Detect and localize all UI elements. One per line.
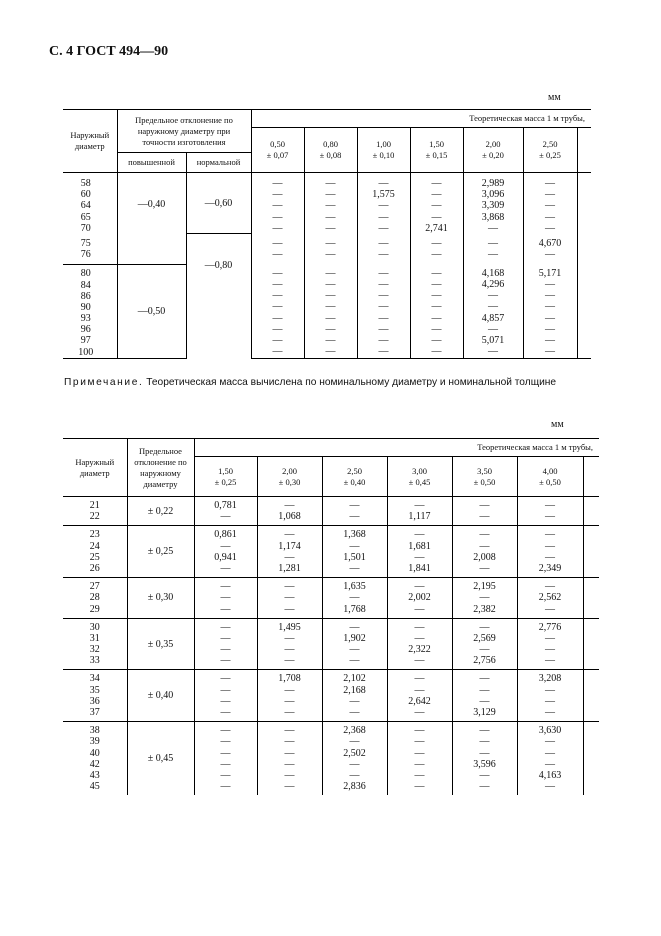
header2-mass: Теоретическая масса 1 м трубы, bbox=[194, 439, 599, 457]
thickness-header: 2,50 ± 0,40 bbox=[322, 457, 387, 497]
mass-cell: — — — 2,349 bbox=[517, 526, 583, 578]
mass-cell: — — 2,642 — bbox=[387, 670, 452, 722]
mass-cell: — 1,902 — — bbox=[322, 618, 387, 670]
table1: Наружный диаметр Предельное отклонение по наружному диаметру при точности изготовления Теоретическая масса 1 м трубы, 0,50 ± 0,07 0,80 ± 0,08 1,00 ± 0,10 1,50 ± 0,15 2,00 ± 0,20 2,50 ± 0,25 повышенной нормальной 58 60 64 65 70 —0,40 —0,60 — — — — — — — — — — — 1,575 — — — — — — — 2,741 2,989 3,096 3,309 3,868 — — — — — — 75 76 —0,80 — — — — — — — — — — 4,670 — 80 84 86 90 93 96 97 100 —0,50 — — — — — — — — — — — — — — — — — — — — — — — — — — — — — — — — 4,168 4,296 — — 4,857 — 5,071 — 5,171 — — — — — — — bbox=[63, 109, 591, 359]
mass-cell: 1,708 — — — bbox=[257, 670, 322, 722]
thickness-header: 1,50 ± 0,25 bbox=[194, 457, 257, 497]
diameter-cell: 38 39 40 42 43 45 bbox=[89, 725, 100, 793]
deviation-cell: ± 0,45 bbox=[127, 722, 194, 796]
mass-cell: — 1,068 bbox=[257, 497, 322, 526]
deviation-cell: ± 0,35 bbox=[127, 618, 194, 670]
page-header: С. 4 ГОСТ 494—90 bbox=[49, 44, 169, 59]
deviation-normal-2: —0,80 bbox=[186, 234, 251, 358]
table1-unit: мм bbox=[548, 92, 561, 103]
header-normal: нормальной bbox=[186, 153, 251, 173]
mass-cell: 1,635 — 1,768 bbox=[322, 578, 387, 619]
mass-cell: — — — 3,596 — — bbox=[452, 722, 517, 796]
mass-cell: — — — — — — bbox=[194, 722, 257, 796]
thickness-header: 0,50 ± 0,07 bbox=[251, 128, 304, 173]
mass-cell: — 1,174 — 1,281 bbox=[257, 526, 322, 578]
thickness-header: 2,00 ± 0,20 bbox=[463, 128, 523, 173]
mass-cell: — — 2,008 — bbox=[452, 526, 517, 578]
thickness-header: 1,00 ± 0,10 bbox=[357, 128, 410, 173]
deviation-cell: ± 0,40 bbox=[127, 670, 194, 722]
table2-group bbox=[63, 722, 599, 796]
table2-group bbox=[63, 526, 599, 578]
table2-group bbox=[63, 497, 599, 526]
header2-deviation: Предельное отклонение по наружному диаметру bbox=[127, 439, 194, 497]
table2-group bbox=[63, 618, 599, 670]
deviation-cell: ± 0,22 bbox=[127, 497, 194, 526]
diameter-cell: 34 35 36 37 bbox=[63, 670, 127, 722]
mass-cell: — — — — bbox=[194, 670, 257, 722]
mass-cell: — — — 3,129 bbox=[452, 670, 517, 722]
diameter-cell: 27 28 29 bbox=[63, 578, 127, 619]
mass-cell: — 2,569 — 2,756 bbox=[452, 618, 517, 670]
mass-cell: 0,861 — 0,941 — bbox=[194, 526, 257, 578]
mass-cell: — — — bbox=[194, 578, 257, 619]
deviation-increased-1: —0,40 bbox=[117, 173, 186, 265]
thickness-header: 0,80 ± 0,08 bbox=[304, 128, 357, 173]
thickness-header: 1,50 ± 0,15 bbox=[410, 128, 463, 173]
header-outer-diameter: Наружный диаметр bbox=[63, 110, 117, 173]
mass-cell: — — bbox=[452, 497, 517, 526]
header-mass: Теоретическая масса 1 м трубы, bbox=[251, 110, 591, 128]
mass-cell: — — — bbox=[257, 578, 322, 619]
table2-group bbox=[63, 578, 599, 619]
deviation-cell: ± 0,30 bbox=[127, 578, 194, 619]
mass-cell: 2,776 — — — bbox=[517, 618, 583, 670]
mass-cell: — 1,117 bbox=[387, 497, 452, 526]
thickness-header: 3,50 ± 0,50 bbox=[452, 457, 517, 497]
deviation-cell: ± 0,25 bbox=[127, 526, 194, 578]
diameter-cell: 75 76 bbox=[63, 234, 117, 265]
thickness-header: 2,50 ± 0,25 bbox=[523, 128, 577, 173]
mass-cell: 2,102 2,168 — — bbox=[322, 670, 387, 722]
diameter-cell: 21 22 bbox=[63, 497, 127, 526]
deviation-normal-1: —0,60 bbox=[186, 173, 251, 234]
header-deviation: Предельное отклонение по наружному диаметру при точности изготовления bbox=[117, 110, 251, 153]
mass-cell: 1,368 — 1,501 — bbox=[322, 526, 387, 578]
table1-note: Примечание. Теоретическая масса вычислена по номинальному диаметру и номинальной толщине bbox=[64, 377, 557, 388]
table2 bbox=[63, 438, 599, 795]
mass-cell: — 1,681 — 1,841 bbox=[387, 526, 452, 578]
mass-cell: 0,781 — bbox=[194, 497, 257, 526]
diameter-cell: 23 24 25 26 bbox=[63, 526, 127, 578]
mass-cell: — — — — — — bbox=[257, 722, 322, 796]
thickness-header: 3,00 ± 0,45 bbox=[387, 457, 452, 497]
mass-cell: — — bbox=[517, 497, 583, 526]
table2-group bbox=[63, 670, 599, 722]
mass-cell: 3,208 — — — bbox=[517, 670, 583, 722]
header-increased: повышенной bbox=[117, 153, 186, 173]
mass-cell: 2,368 — 2,502 — — 2,836 bbox=[322, 722, 387, 796]
diameter-cell: 58 60 64 65 70 bbox=[80, 178, 91, 234]
thickness-header: 4,00 ± 0,50 bbox=[517, 457, 583, 497]
diameter-cell: 30 31 32 33 bbox=[63, 618, 127, 670]
mass-cell: — — — — bbox=[194, 618, 257, 670]
mass-cell: — — — — — — bbox=[387, 722, 452, 796]
table2-unit: мм bbox=[551, 419, 564, 430]
mass-cell: — 2,002 — bbox=[387, 578, 452, 619]
mass-cell: 1,495 — — — bbox=[257, 618, 322, 670]
diameter-cell: 80 84 86 90 93 96 97 100 bbox=[63, 265, 117, 359]
mass-cell: 3,630 — — — 4,163 — bbox=[517, 722, 583, 796]
mass-cell: — — bbox=[322, 497, 387, 526]
thickness-header: 2,00 ± 0,30 bbox=[257, 457, 322, 497]
deviation-increased-2: —0,50 bbox=[117, 265, 186, 359]
header2-outer-diameter: Наружный диаметр bbox=[63, 439, 127, 497]
mass-cell: — — 2,322 — bbox=[387, 618, 452, 670]
mass-cell: — 2,562 — bbox=[517, 578, 583, 619]
mass-cell: 2,195 — 2,382 bbox=[452, 578, 517, 619]
